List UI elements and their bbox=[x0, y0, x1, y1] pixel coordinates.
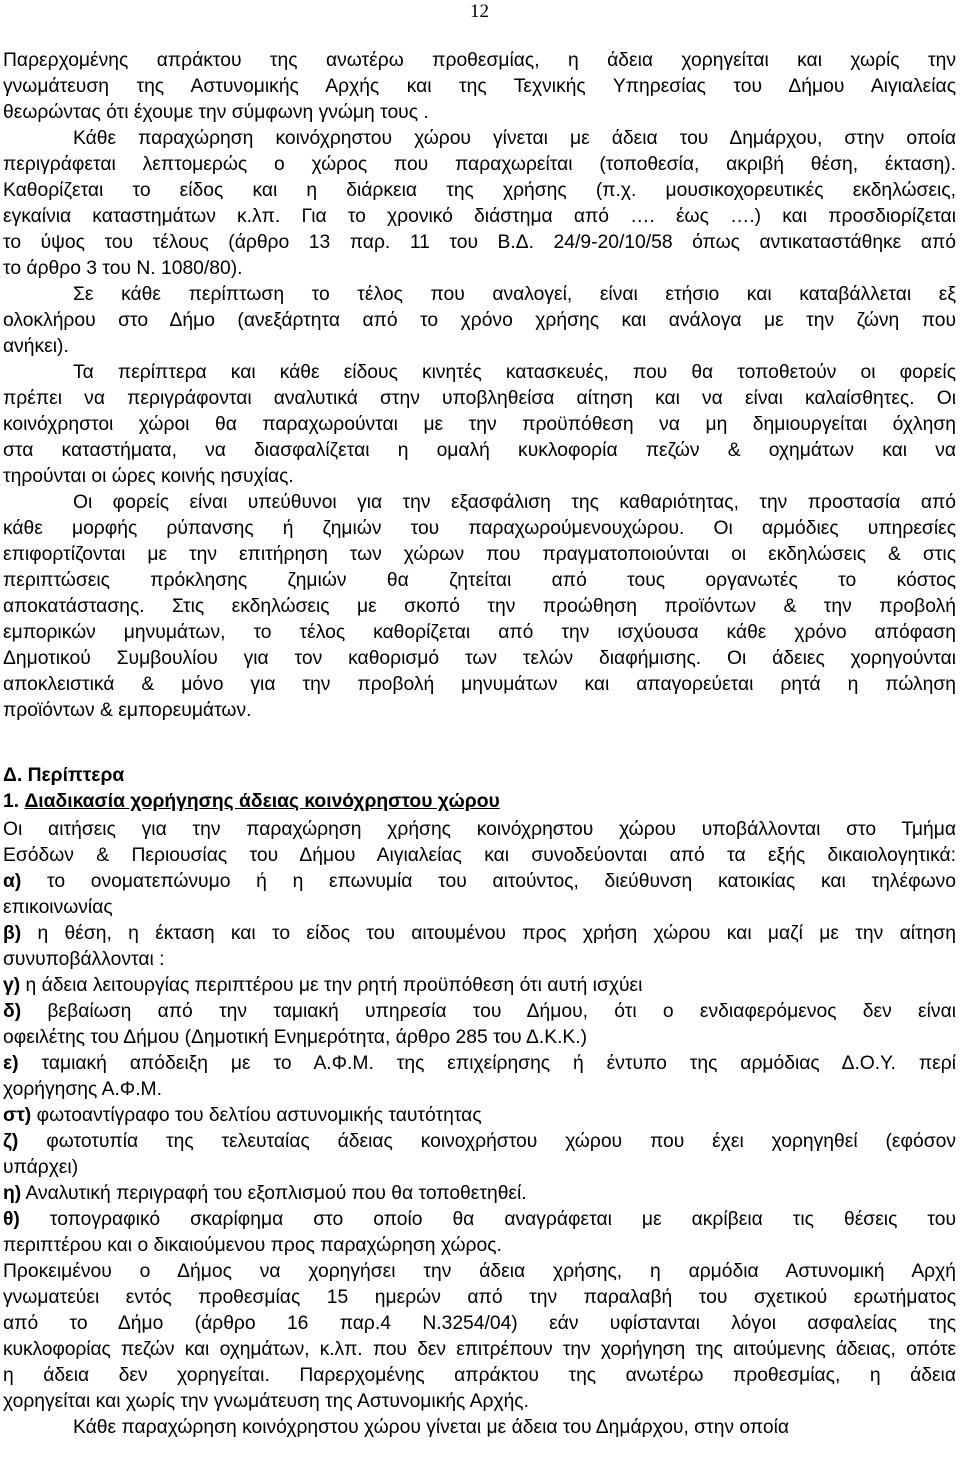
text-line bbox=[3, 999, 956, 1025]
line-text: περιγράφεται λεπτομερώς ο χώρος που παραχωρείται (τοποθεσία, ακριβή θέση, έκταση). bbox=[3, 154, 956, 175]
line-text: Καθορίζεται το είδος και η διάρκεια της χρήσης (π.χ. μουσικοχορευτικές εκδηλώσεις, bbox=[3, 180, 956, 201]
text-line bbox=[3, 204, 956, 230]
line-text: το ύψος του τέλους (άρθρο 13 παρ. 11 του Β.Δ. 24/9-20/10/58 όπως αντικαταστάθηκε από bbox=[3, 232, 956, 253]
section-headings bbox=[3, 763, 956, 815]
list-marker: α) bbox=[3, 871, 22, 892]
line-text: από το Δήμο (άρθρο 16 παρ.4 Ν.3254/04) εάν υφίστανται λόγοι ασφαλείας της bbox=[3, 1313, 956, 1334]
text-line bbox=[3, 1051, 956, 1077]
list-marker: ε) bbox=[3, 1053, 19, 1074]
heading-section-d: Δ. Περίπτερα bbox=[3, 765, 125, 786]
text-line bbox=[3, 360, 956, 386]
line-text: γνωμάτευση της Αστυνομικής Αρχής και της Τεχνικής Υπηρεσίας του Δήμου Αιγιαλείας bbox=[3, 76, 956, 97]
text-line bbox=[3, 1285, 956, 1311]
text-line bbox=[3, 1155, 956, 1181]
line-text: τοπογραφικό σκαρίφημα στο οποίο θα αναγράφεται με ακρίβεια τις θέσεις του bbox=[19, 1209, 956, 1230]
text-line bbox=[3, 594, 956, 620]
line-text: γνωματεύει εντός προθεσμίας 15 ημερών από την παραλαβή του σχετικού ερωτήματος bbox=[3, 1287, 956, 1308]
line-text: η θέση, η έκταση και το είδος του αιτουμένου προς χρήση χώρου και μαζί με την αίτηση bbox=[21, 923, 956, 944]
line-text: φωτοτυπία της τελευταίας άδειας κοινοχρήστου χώρου που έχει χορηγηθεί (εφόσον bbox=[18, 1131, 956, 1152]
line-text: Τα περίπτερα και κάθε είδους κινητές κατασκευές, που θα τοποθετούν οι φορείς bbox=[73, 362, 956, 383]
text-line bbox=[3, 620, 956, 646]
line-text: αποκλειστικά & μόνο για την προβολή μηνυμάτων και απαγορεύεται ρητά η πώληση bbox=[3, 674, 956, 695]
text-line bbox=[3, 568, 956, 594]
text-line bbox=[3, 672, 956, 698]
text-line bbox=[3, 1311, 956, 1337]
line-text: χορήγησης Α.Φ.Μ. bbox=[3, 1079, 162, 1100]
list-marker: δ) bbox=[3, 1001, 22, 1022]
line-text: χορηγείται και χωρίς την γνωμάτευση της Αστυνομικής Αρχής. bbox=[3, 1391, 529, 1412]
list-marker: β) bbox=[3, 923, 22, 944]
list-marker: στ) bbox=[3, 1105, 32, 1126]
line-text: βεβαίωση από την ταμιακή υπηρεσία του Δήμου, ότι ο ενδιαφερόμενος δεν είναι bbox=[21, 1001, 956, 1022]
body-text-top bbox=[3, 48, 956, 724]
line-text: αποκατάστασης. Στις εκδηλώσεις με σκοπό την προώθηση προϊόντων & την προβολή bbox=[3, 596, 956, 617]
line-text: πρέπει να περιγράφονται αναλυτικά στην υποβληθείσα αίτηση και να είναι καλαίσθητες. Οι bbox=[3, 388, 956, 409]
text-line bbox=[3, 698, 956, 724]
text-line bbox=[3, 542, 956, 568]
text-line bbox=[3, 412, 956, 438]
list-marker: γ) bbox=[3, 975, 21, 996]
list-marker: ζ) bbox=[3, 1131, 19, 1152]
text-line bbox=[3, 1025, 956, 1051]
line-text: εμπορικών μηνυμάτων, το τέλος καθορίζεται από την ισχύουσα κάθε χρόνο απόφαση bbox=[3, 622, 956, 643]
line-text: κάθε μορφής ρύπανσης ή ζημιών του παραχωρούμενουχώρου. Οι αρμόδιες υπηρεσίες bbox=[3, 518, 956, 539]
text-line bbox=[3, 464, 956, 490]
line-text: στα καταστήματα, να διασφαλίζεται η ομαλή κυκλοφορία πεζών & οχημάτων και να bbox=[3, 440, 956, 461]
text-line bbox=[3, 1077, 956, 1103]
line-text: περιπτώσεις πρόκλησης ζημιών θα ζητείται από τους οργανωτές το κόστος bbox=[3, 570, 956, 591]
text-line bbox=[3, 152, 956, 178]
line-text: προϊόντων & εμπορευμάτων. bbox=[3, 700, 252, 721]
line-text: κυκλοφορίας πεζών και οχημάτων, κ.λπ. που δεν επιτρέπουν την χορήγηση της αιτούμενης άδειας, οπότε bbox=[3, 1339, 956, 1360]
text-line bbox=[3, 126, 956, 152]
line-text: συνυποβάλλονται : bbox=[3, 949, 165, 970]
line-text: Κάθε παραχώρηση κοινόχρηστου χώρου γίνεται με άδεια του Δημάρχου, στην οποία bbox=[73, 1417, 790, 1438]
text-line bbox=[3, 100, 956, 126]
text-line bbox=[3, 1207, 956, 1233]
text-line bbox=[3, 973, 956, 999]
text-line bbox=[3, 646, 956, 672]
heading-procedure: 1. Διαδικασία χορήγησης άδειας κοινόχρηστου χώρου bbox=[3, 791, 500, 812]
line-text: υπάρχει) bbox=[3, 1157, 79, 1178]
line-text: επικοινωνίας bbox=[3, 897, 113, 918]
line-text: κοινόχρηστοι χώροι θα παραχωρούνται με την προϋπόθεση να μη δημιουργείται όχληση bbox=[3, 414, 956, 435]
text-line bbox=[3, 438, 956, 464]
text-line bbox=[3, 386, 956, 412]
line-text: επιφορτίζονται με την επιτήρηση των χώρων που πραγματοποιούνται οι εκδηλώσεις & στις bbox=[3, 544, 956, 565]
text-line bbox=[3, 947, 956, 973]
line-text: Σε κάθε περίπτωση το τέλος που αναλογεί, είναι ετήσιο και καταβάλλεται εξ bbox=[73, 284, 956, 305]
text-line bbox=[3, 48, 956, 74]
text-line bbox=[3, 178, 956, 204]
line-text: Παρερχομένης απράκτου της ανωτέρω προθεσμίας, η άδεια χορηγείται και χωρίς την bbox=[3, 50, 956, 71]
line-text: Προκειμένου ο Δήμος να χορηγήσει την άδεια χρήσης, η αρμόδια Αστυνομική Αρχή bbox=[3, 1261, 956, 1282]
line-text: το άρθρο 3 του Ν. 1080/80). bbox=[3, 258, 243, 279]
list-marker: η) bbox=[3, 1183, 22, 1204]
text-line bbox=[3, 1259, 956, 1285]
text-line bbox=[3, 1103, 956, 1129]
text-line bbox=[3, 921, 956, 947]
text-line bbox=[3, 869, 956, 895]
text-line bbox=[3, 1337, 956, 1363]
text-line bbox=[3, 308, 956, 334]
line-text: το ονοματεπώνυμο ή η επωνυμία του αιτούντος, διεύθυνση κατοικίας και τηλέφωνο bbox=[21, 871, 956, 892]
body-text-bottom bbox=[3, 817, 956, 1441]
line-text: Δημοτικού Συμβουλίου για τον καθορισμό των τελών διαφήμισης. Οι άδειες χορηγούνται bbox=[3, 648, 956, 669]
line-text: θεωρώντας ότι έχουμε την σύμφωνη γνώμη τους . bbox=[3, 102, 429, 123]
text-line bbox=[3, 817, 956, 843]
text-line bbox=[3, 74, 956, 100]
line-text: Οι φορείς είναι υπεύθυνοι για την εξασφάλιση της καθαριότητας, την προστασία από bbox=[73, 492, 956, 513]
text-line bbox=[3, 230, 956, 256]
text-line bbox=[3, 516, 956, 542]
text-line bbox=[3, 334, 956, 360]
line-text: οφειλέτης του Δήμου (Δημοτική Ενημερότητα, άρθρο 285 του Δ.Κ.Κ.) bbox=[3, 1027, 588, 1048]
line-text: η άδεια λειτουργίας περιπτέρου με την ρητή προϋπόθεση ότι αυτή ισχύει bbox=[20, 975, 643, 996]
page-number: 12 bbox=[470, 1, 489, 22]
text-line bbox=[3, 282, 956, 308]
line-text: εγκαίνια καταστημάτων κ.λπ. Για το χρονικό διάστημα από …. έως ….) και προσδιορίζεται bbox=[3, 206, 956, 227]
line-text: ολοκλήρου στο Δήμο (ανεξάρτητα από το χρόνο χρήσης και ανάλογα με την ζώνη που bbox=[3, 310, 956, 331]
line-text: τηρούνται οι ώρες κοινής ησυχίας. bbox=[3, 466, 294, 487]
line-text: Οι αιτήσεις για την παραχώρηση χρήσης κοινόχρηστου χώρου υποβάλλονται στο Τμήμα bbox=[3, 819, 956, 840]
text-line bbox=[3, 1389, 956, 1415]
text-line bbox=[3, 1181, 956, 1207]
line-text: Αναλυτική περιγραφή του εξοπλισμού που θα τοποθετηθεί. bbox=[21, 1183, 527, 1204]
text-line bbox=[3, 843, 956, 869]
text-line bbox=[3, 1415, 956, 1441]
text-line bbox=[3, 895, 956, 921]
text-line bbox=[3, 1233, 956, 1259]
line-text: ανήκει). bbox=[3, 336, 69, 357]
line-text: η άδεια δεν χορηγείται. Παρερχομένης απράκτου της ανωτέρω προθεσμίας, η άδεια bbox=[3, 1365, 956, 1386]
list-marker: θ) bbox=[3, 1209, 20, 1230]
text-line bbox=[3, 490, 956, 516]
line-text: Εσόδων & Περιουσίας του Δήμου Αιγιαλείας και συνοδεύονται από τα εξής δικαιολογητικά: bbox=[3, 845, 956, 866]
line-text: ταμιακή απόδειξη με το Α.Φ.Μ. της επιχείρησης ή έντυπο της αρμόδιας Δ.Ο.Υ. περί bbox=[18, 1053, 956, 1074]
line-text: περιπτέρου και ο δικαιούμενου προς παραχώρηση χώρος. bbox=[3, 1235, 502, 1256]
line-text: Κάθε παραχώρηση κοινόχρηστου χώρου γίνεται με άδεια του Δημάρχου, στην οποία bbox=[73, 128, 956, 149]
text-line bbox=[3, 256, 956, 282]
text-line bbox=[3, 1363, 956, 1389]
text-line bbox=[3, 1129, 956, 1155]
line-text: φωτοαντίγραφο του δελτίου αστυνομικής ταυτότητας bbox=[31, 1105, 482, 1126]
